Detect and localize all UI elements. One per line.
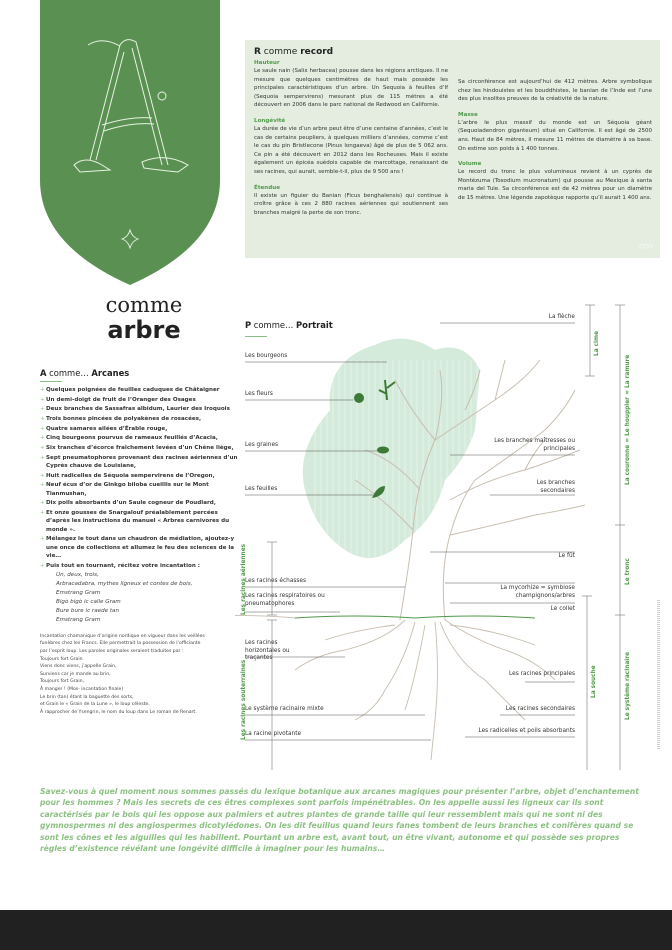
note-line: À rapprocher de Ysengrin, le nom du loup dans Le roman de Renart. xyxy=(40,709,197,715)
list-item: + Mélangez le tout dans un chaudron de médiation, ajoutez-y une once de collections et allumez le feu des sciences de la vie… xyxy=(40,535,240,560)
ground-line xyxy=(295,616,535,618)
tree-diagram xyxy=(235,300,672,770)
intro-paragraph: Savez-vous à quel moment nous sommes passés du lexique botanique aux arcanes magiques pour présenter l’arbre, objet d’enchantement pour les hommes ? Mais les secrets de ces êtres complexes sont parfois impénétrables. On les appelle aussi les ligneux car ils sont caractérisés par le bois qui les oppose aux palmiers et autres plantes de grande taille qui leur ressemblent mais qui ne sont ni des gymnospermes ni des angiospermes dicotylédones. On les dit feuillus quand leurs fanes tombent de leurs branches et conifères quand se sont les cônes et les aiguilles qui les habillent. Pourtant un arbre est, avant tout, un être vivant, autonome et qui possède ses propres règles d’existence révélant une longévité difficile à imaginer pour les humains… xyxy=(40,787,639,854)
list-item: + Sept pneumatophores provenant des racines aériennes d’un Cyprès chauve de Louisiane, xyxy=(40,454,240,471)
note-line: Surviens car je mande au brin, xyxy=(40,671,111,677)
label-racines-echasses: Les racines échasses xyxy=(245,578,307,584)
record-heading: Volume xyxy=(458,161,482,168)
label-bourgeons: Les bourgeons xyxy=(245,353,288,359)
list-item: + Six tranches d’écorce fraîchement levées d’un Chêne liège, xyxy=(40,444,240,452)
list-item: + Neuf écus d’or de Ginkgo biloba cueillis sur le Mont Tianmushan, xyxy=(40,481,240,498)
arcanes-section xyxy=(40,368,240,716)
label-racines-secondaires: Les racines secondaires xyxy=(505,706,575,712)
vlabel-tronc: Le tronc xyxy=(625,558,631,585)
footer-bar xyxy=(0,910,672,950)
label-fleche: La flèche xyxy=(548,314,575,320)
incantation xyxy=(56,571,240,624)
vlabel-systeme-racinaire: Le système racinaire xyxy=(625,651,631,720)
list-item: + Un demi-doigt de fruit de l’Oranger des Osages xyxy=(40,396,240,404)
record-text: Le record du tronc le plus volumineux revient à un cyprès de Montézuma (Toxodium mucronatum) qui pousse au Mexique à santa maria del Tule. Sa circonférence est de 42 mètres pour un diamètre de 15 mètres. Une légende zapotèque rapporte qu’il aurait 1 400 ans. xyxy=(458,169,652,201)
label-feuilles: Les feuilles xyxy=(245,486,278,492)
label-racine-pivotante: La racine pivotante xyxy=(245,731,302,737)
label-branches-maitresses: Les branches maîtresses ou principales xyxy=(494,438,575,452)
portrait-title: P comme… Portrait xyxy=(245,320,333,330)
list-item: + Trois bonnes pincées de polyakènes de rosacées, xyxy=(40,415,240,423)
list-item: + Quatre samares ailées d’Érable rouge, xyxy=(40,425,240,433)
label-branches-secondaires: Les branches secondaires xyxy=(536,480,575,494)
note-line: funèbres chez les Francs. Elle permettrait la possession de l’officiante xyxy=(40,641,201,647)
title-line-arbre: arbre xyxy=(107,316,181,344)
record-heading: Longévité xyxy=(254,117,286,124)
list-item: + Et onze gousses de Snargalouf préalablement percées d’après les instructions du manuel « Arbres carnivores du monde ». xyxy=(40,509,240,534)
label-racines-horizontales: Les racines horizontales ou traçantes xyxy=(245,640,290,662)
label-fut: Le fût xyxy=(558,553,575,559)
incantation-line: Un, deux, trois, xyxy=(56,572,99,579)
title-underline xyxy=(40,381,62,382)
title-line-comme: comme xyxy=(105,293,183,317)
arcanes-title: A comme… Arcanes xyxy=(40,368,130,378)
note-line: Le brin (tan) étant la baguette des sorts, xyxy=(40,694,134,700)
record-text: L’arbre le plus massif du monde est un Séquoia géant (Sequoiadendron giganteum) situé en Californie. Il est âgé de 2500 ans. Haut de 84 mètres, il mesure 11 mètres de diamètre à sa base. On estime son poids à 1 400 tonnes. xyxy=(458,119,652,152)
shield-banner xyxy=(40,0,220,285)
record-text: Sa circonférence est aujourd’hui de 412 mètres. Arbre symbolique chez les hindouistes et les bouddhistes, le banian de l’Inde est l’une des plus insolites preuves de la créativité de la nature. xyxy=(458,79,652,103)
note-line: À manger ! (Mos- incantation finale) xyxy=(40,687,124,692)
record-text: Le saule nain (Salix herbacea) pousse dans les régions arctiques. Il ne mesure que quelques centimètres de haut mais possède les principales caractéristiques d’un arbre. Un Sequoia à feuilles d’If (Sequoia sempervirens) mesurant plus de 115 mètres a été découvert en 2006 dans le parc national de Redwood en Californie. xyxy=(254,68,448,109)
label-racines-respiratoires: Les racines respiratoires ou pneumatophores xyxy=(245,593,325,607)
label-graines: Les graines xyxy=(245,442,279,448)
record-title: R comme record xyxy=(254,47,334,57)
vlabel-souche: La souche xyxy=(591,665,597,698)
label-collet: Le collet xyxy=(550,606,575,612)
record-heading: Masse xyxy=(458,111,478,118)
shield-graphic xyxy=(40,0,220,285)
incantation-line: Emstrang Gram xyxy=(56,590,101,597)
incantation-line: Emstrang Gram xyxy=(56,616,101,623)
label-mycorhize: La mycorhize = symbiose champignons/arbres xyxy=(500,585,575,599)
list-item: + Dix poils absorbants d’un Saule cogneur de Poudlard, xyxy=(40,499,240,507)
list-item: + Puis tout en tournant, récitez votre incantation : xyxy=(40,562,240,570)
record-panel xyxy=(245,40,660,258)
vlabel-racines-aeriennes: Les racines aériennes xyxy=(241,543,247,615)
label-racines-principales: Les racines principales xyxy=(509,671,575,677)
list-item: + Quelques poignées de feuilles caduques de Châtaigner xyxy=(40,386,240,394)
roots xyxy=(295,620,555,760)
vlabel-couronne: La couronne = Le houppier = La ramure xyxy=(625,354,631,485)
record-text: La durée de vie d’un arbre peut être d’une centaine d’années, c’est le cas de certains peupliers, à quelques milliers d’années, comme c’est le cas du pin Bristlecone (Pinus longaeva) âgé de plus de 5 062 ans. Ce pin a été découvert en 2012 dans les Rocheuses. Mais il existe également un épicéa suédois capable de marcottage, renaissant de ses racines, qui aurait, semble-t-il, plus de 9 500 ans ! xyxy=(254,125,448,175)
note-line: par l’esprit loup. Les paroles originales seraient traduites par : xyxy=(40,649,184,655)
label-systeme-mixte: Le système racinaire mixte xyxy=(245,706,324,712)
credits-microtext xyxy=(657,600,660,750)
record-heading: Hauteur xyxy=(254,60,280,66)
note-line: Viens donc viens, j’appelle Grain, xyxy=(40,664,117,670)
vlabel-racines-souterraines: Les racines souterraines xyxy=(241,659,247,740)
flower-icon xyxy=(354,393,364,403)
record-column-left xyxy=(254,59,448,224)
label-radicelles: Les radicelles et poils absorbants xyxy=(478,728,575,734)
note-line: Toujours fort Grain, xyxy=(40,679,84,685)
tree-illustration xyxy=(235,300,672,770)
record-heading: Étendue xyxy=(254,184,281,191)
incantation-line: Arbracadabra, mythes ligneux et contes de bois, xyxy=(56,581,193,588)
note-line: Toujours fort Grain xyxy=(40,656,83,662)
diamond-ornament-icon: ◇◇◇ xyxy=(638,242,652,250)
note-line: Incantation chamanique d’origine nordique en vigueur dans les veillées xyxy=(40,633,205,639)
intro-section xyxy=(40,786,640,854)
incantation-line: Bigò bigò ic calle Gram xyxy=(56,599,121,606)
list-item: + Deux branches de Sassafras albidum, Laurier des Iroquois xyxy=(40,405,240,413)
incantation-note xyxy=(40,633,240,717)
list-item: + Cinq bourgeons pourvus de rameaux feuillés d’Acacia, xyxy=(40,434,240,442)
vlabel-cime: La cime xyxy=(594,330,600,356)
seed-icon xyxy=(377,447,389,454)
record-column-right xyxy=(458,59,652,224)
incantation-line: Bure bure ic raede tan xyxy=(56,608,120,615)
label-fleurs: Les fleurs xyxy=(245,391,273,397)
page-title xyxy=(84,294,204,344)
list-item: + Huit radicelles de Séquoia sempervirens de l’Oregon, xyxy=(40,472,240,480)
record-text: Il existe un figuier du Banian (Ficus benghalensis) qui continue à croître grâce à ces 2 880 racines aériennes qui soutiennent ses branches malgré la perte de son tronc. xyxy=(254,192,448,216)
title-underline xyxy=(245,336,267,337)
note-line: et Grain le « Grain de la Lune », le loup céleste. xyxy=(40,702,150,708)
ingredient-list xyxy=(40,386,240,570)
